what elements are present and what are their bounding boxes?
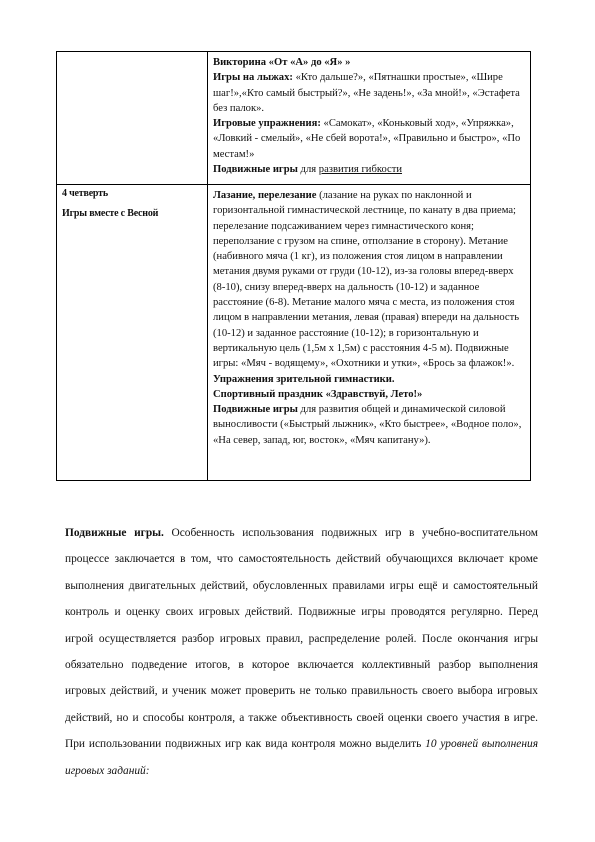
game-exercises-label: Игровые упражнения:: [213, 118, 321, 130]
paragraph-body: Особенность использования подвижных игр в учебно-воспитательном процессе заключается в том, что самостоятельность действий обучающихся включает кроме выполнения двигательных действий, обусловленных правилами игры ещё и самостоятельный контроль и оценку своих игровых действий. Подвижные игры проводятся регулярно. Перед игрой осуществляется разбор игровых правил, распределение ролей. После окончания игры обязательно подведение итогов, в которое включается коллективный разбор выполнения игровых действий, и ученик может проверить не только правильность своего выбора игровых действий, но и способы контроля, а также объективность своей оценки своего участия в игре. При использовании подвижных игр как вида контроля можно выделить: [65, 527, 538, 751]
ski-games-text: «Кто дальше?», «Пятнашки простые», «Шире шаг!»,«Кто самый быстрый?», «Не задень!», «За мной!», «Эстафета без палок».: [213, 72, 520, 114]
ski-games-label: Игры на лыжах:: [213, 72, 293, 84]
paragraph-italic: 10 уровней выполнения игровых заданий:: [65, 738, 538, 777]
table-cell-quarter: [57, 185, 208, 481]
quarter-label: 4 четверть: [62, 188, 108, 199]
table-cell-activities: [208, 185, 531, 481]
sports-festival: Спортивный праздник «Здравствуй, Лето!»: [213, 388, 423, 400]
endurance-games-label: Подвижные игры: [213, 404, 298, 416]
table-cell-empty: [57, 52, 208, 185]
endurance-games-text: для развития общей и динамической силовой выносливости («Быстрый лыжник», «Кто быстрее», «Водное поло», «На север, запад, юг, восток», «Мяч капитану»).: [213, 404, 522, 446]
table-row: [57, 52, 531, 185]
climbing-block: [213, 188, 526, 372]
climbing-label: Лазание, перелезание: [213, 190, 317, 201]
flexibility-text: развития гибкости: [318, 164, 403, 176]
outdoor-games-label: Подвижные игры: [213, 164, 298, 176]
endurance-games: [213, 402, 526, 448]
outdoor-games: Подвижные игры для развития гибкости: [213, 164, 403, 176]
body-paragraph: [65, 520, 538, 784]
game-exercises-text: «Самокат», «Коньковый ход», «Упряжка», «Ловкий - смелый», «Не сбей ворота!», «Правильно и быстро», «По местам!»: [213, 118, 521, 160]
quiz-title: Викторина «От «А» до «Я» »: [213, 57, 351, 68]
table-cell-activities: [208, 52, 531, 185]
ski-games: [213, 70, 526, 116]
curriculum-table: [56, 51, 531, 481]
game-exercises: [213, 116, 526, 162]
vision-exercises: Упражнения зрительной гимнастики.: [213, 373, 395, 385]
table-row: [57, 185, 531, 481]
climbing-text: (лазание на руках по наклонной и горизонтальной гимнастической лестнице, по канату в два приема; перелезание подсаживанием через гимнастического коня; переползание с грузом на спине, отползание в сторону). Метание (набивного мяча (1 кг), из положения стоя лицом в направлении метания двумя руками от груди (10-12), из-за головы вперед-вверх (8-10), снизу вперед-вверх на дальность (10-12) и заданное расстояние (6-8). Метание малого мяча с места, из положения стоя лицом в направлении метания, левая (правая) впереди на дальность (10-12) и заданное расстояние (10-12); в горизонтальную и вертикальную цель (1,5м х 1,5м) с расстояния 4-5 м). Подвижные игры: «Мяч - водящему», «Охотники и утки», «Брось за флажок!».: [213, 190, 520, 370]
paragraph-lead: Подвижные игры.: [65, 527, 164, 539]
quarter-theme: Игры вместе с Весной: [62, 208, 159, 219]
